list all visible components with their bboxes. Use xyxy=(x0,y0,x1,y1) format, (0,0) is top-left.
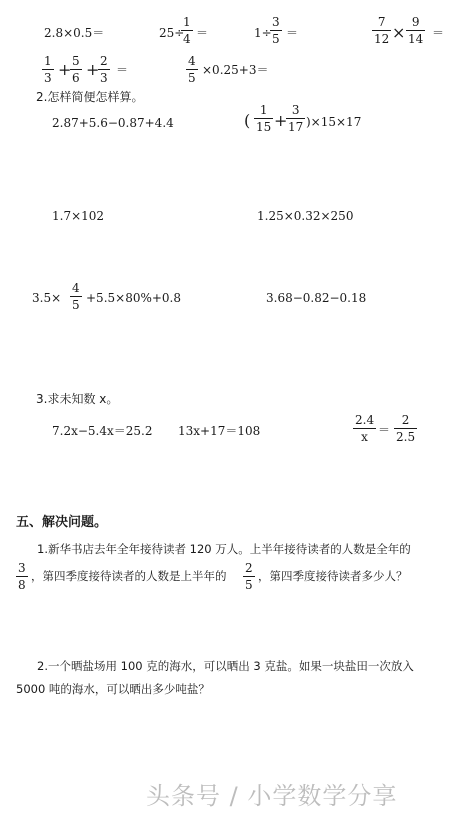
fraction-1-4: 1 4 xyxy=(183,15,191,46)
fraction-3-8: 3 8 xyxy=(18,561,26,592)
fraction-2-3: 2 3 xyxy=(100,54,108,85)
calc-25-div-quarter-prefix: 25÷ xyxy=(159,26,185,40)
question-1-end: ，第四季度接待读者多少人？ xyxy=(258,569,408,583)
question-2-line-1: 2.一个晒盐场用 100 克的海水，可以晒出 3 克盐。如果一块盐田一次放入 xyxy=(37,659,414,673)
question-2-line-2: 5000 吨的海水，可以晒出多少吨盐？ xyxy=(16,682,210,696)
fraction-5-6: 5 6 xyxy=(72,54,80,85)
equation-7.2x: 7.2x−5.4x＝25.2 xyxy=(52,424,153,438)
plus-sign: + xyxy=(274,111,288,130)
equals: ＝ xyxy=(286,26,299,40)
plus-sign: + xyxy=(58,60,72,79)
times-sign: × xyxy=(392,23,406,42)
question-1-middle: ，第四季度接待读者的人数是上半年的 xyxy=(31,569,227,583)
times-15-times-17: )×15×17 xyxy=(306,115,362,129)
question-1-line-1: 1.新华书店去年全年接待读者 120 万人。上半年接待读者的人数是全年的 xyxy=(37,542,411,556)
equals: ＝ xyxy=(116,63,129,77)
equals: ＝ xyxy=(378,423,391,437)
fraction-7-12: 7 12 xyxy=(374,15,390,46)
problem-1.25x0.32x250: 1.25×0.32×250 xyxy=(257,209,354,223)
equation-13x: 13x+17＝108 xyxy=(178,424,261,438)
fraction-3-5: 3 5 xyxy=(272,15,280,46)
fraction-2.4-over-x: 2.4 x xyxy=(355,413,375,444)
fraction-2-over-2.5: 2 2.5 xyxy=(396,413,416,444)
calc-2.8x0.5: 2.8×0.5＝ xyxy=(44,26,105,40)
equals: ＝ xyxy=(196,26,209,40)
calc-times-0.25-plus-3: ×0.25+3＝ xyxy=(202,63,269,77)
section-5-title: 五、解决问题。 xyxy=(16,515,108,530)
calc-1-div-prefix: 1÷ xyxy=(254,26,272,40)
fraction-4-5: 4 5 xyxy=(72,281,80,312)
fraction-3-17: 3 17 xyxy=(288,103,304,134)
plus-sign: + xyxy=(86,60,100,79)
fraction-1-15: 1 15 xyxy=(256,103,272,134)
equals: ＝ xyxy=(432,26,445,40)
section-2-title: 2.怎样简便怎样算。 xyxy=(36,90,144,104)
fraction-2-5: 2 5 xyxy=(245,561,253,592)
fraction-1-3: 1 3 xyxy=(44,54,52,85)
problem-2.87-plus: 2.87+5.6−0.87+4.4 xyxy=(52,116,174,130)
problem-1.7x102: 1.7×102 xyxy=(52,209,105,223)
problem-3.68-minus: 3.68−0.82−0.18 xyxy=(266,291,367,305)
fraction-9-14: 9 14 xyxy=(408,15,424,46)
fraction-4-5: 4 5 xyxy=(188,54,196,85)
section-3-title: 3.求未知数 x。 xyxy=(36,392,119,406)
open-paren: ( xyxy=(244,111,251,130)
watermark: 头条号 / 小学数学分享 xyxy=(146,782,398,810)
problem-3.5-times-prefix: 3.5× xyxy=(32,291,62,305)
problem-3.5-suffix: +5.5×80%+0.8 xyxy=(86,291,182,305)
